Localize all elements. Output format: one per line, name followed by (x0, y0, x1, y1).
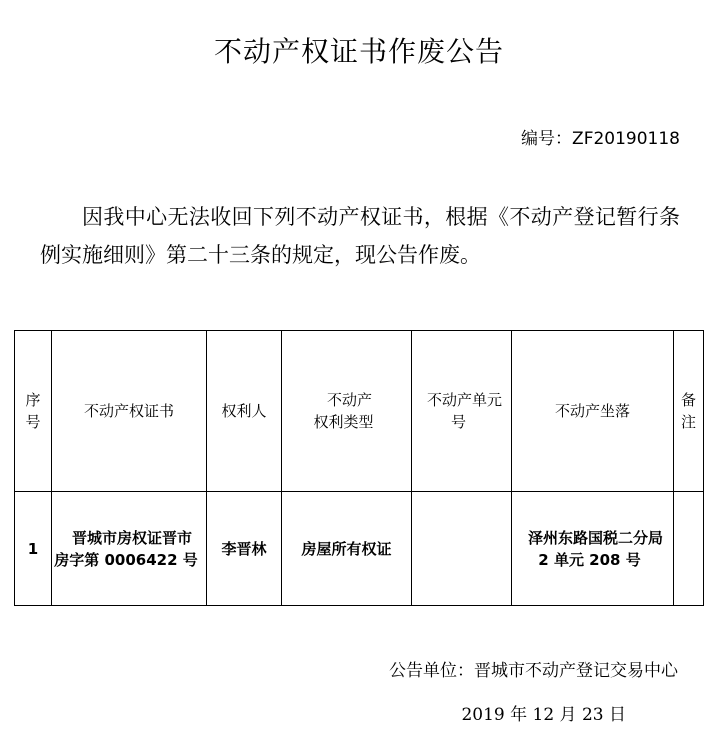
cell-seq: 1 (15, 492, 52, 606)
certificate-table (14, 330, 704, 606)
header-seq: 序号 (15, 331, 52, 492)
header-location: 不动产坐落 (512, 331, 674, 492)
document-number-label: 编号： (521, 129, 573, 149)
header-certificate: 不动产权证书 (52, 331, 207, 492)
issuing-organization: 公告单位：晋城市不动产登记交易中心 (389, 661, 678, 681)
cell-unit-no (412, 492, 512, 606)
cell-location: 泽州东路国税二分局 2 单元 208 号 (512, 492, 674, 606)
document-number (521, 124, 680, 149)
document-number-value: ZF20190118 (572, 129, 680, 149)
cell-right-type: 房屋所有权证 (282, 492, 412, 606)
issue-date: 2019 年 12 月 23 日 (461, 705, 626, 725)
header-remarks: 备注 (674, 331, 704, 492)
cell-owner: 李晋林 (207, 492, 282, 606)
cell-certificate: 晋城市房权证晋市 房字第 0006422 号 (52, 492, 207, 606)
table-row (15, 492, 704, 606)
header-unit-no: 不动产单元 号 (412, 331, 512, 492)
table-header-row (15, 331, 704, 492)
cell-remarks (674, 492, 704, 606)
page-title: 不动产权证书作废公告 (213, 35, 504, 68)
header-owner: 权利人 (207, 331, 282, 492)
notice-body: 因我中心无法收回下列不动产权证书，根据《不动产登记暂行条例实施细则》第二十三条的规定，现公告作废。 (40, 205, 680, 267)
header-right-type: 不动产 权利类型 (282, 331, 412, 492)
